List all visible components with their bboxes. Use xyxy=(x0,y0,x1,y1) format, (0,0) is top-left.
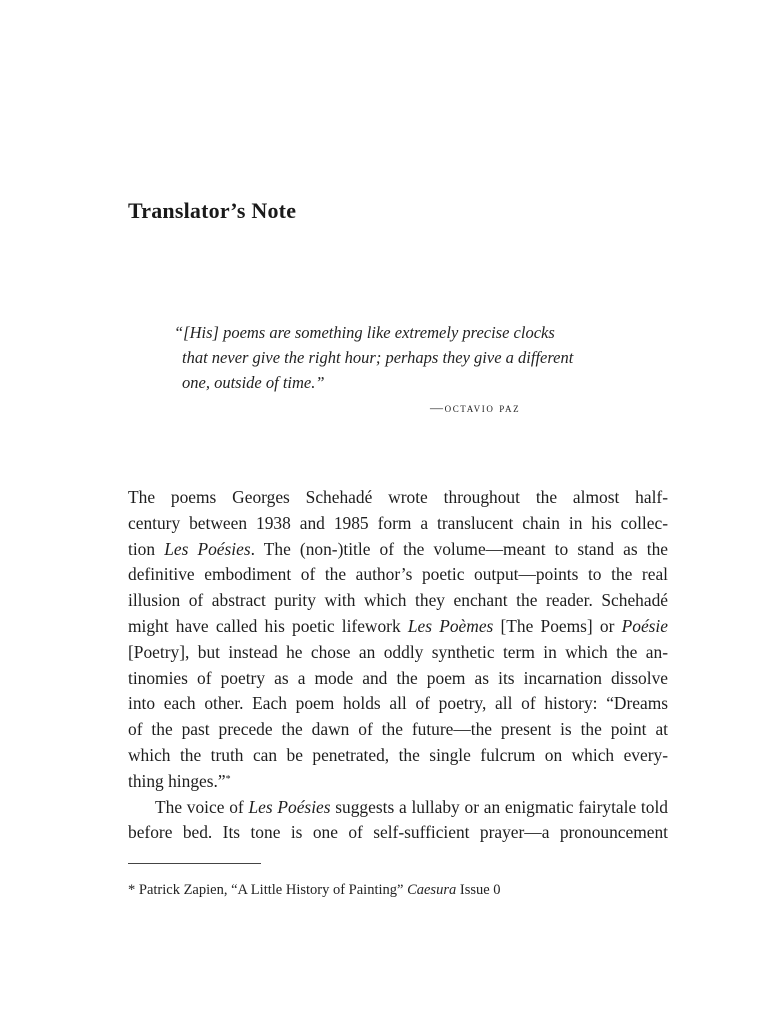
text-run: [The Poems] or xyxy=(493,615,622,636)
epigraph-attribution xyxy=(430,400,520,416)
footnote-reference[interactable]: * xyxy=(225,773,231,785)
text-line: of the past precede the dawn of the future—the present is the point at xyxy=(128,719,668,740)
footnote xyxy=(128,882,501,899)
book-title: Les Poèmes xyxy=(407,615,494,636)
text-line: The poems Georges Schehadé wrote throughout the almost half- xyxy=(128,487,668,507)
book-title: Les Poésies xyxy=(248,796,331,817)
journal-title: Caesura xyxy=(407,882,457,898)
text-line: which the truth can be penetrated, the single fulcrum on which every- xyxy=(128,744,668,765)
text-run: . The (non-)title of the volume—meant to stand as the xyxy=(250,538,668,559)
text-line xyxy=(128,614,668,640)
text-run: The voice of xyxy=(155,796,249,817)
text-line: definitive embodiment of the author’s poetic output—points to the real xyxy=(128,564,668,585)
text-line: into each other. Each poem holds all of poetry, all of history: “Dreams xyxy=(128,693,668,714)
text-run: Patrick Zapien, “A Little History of Painting” xyxy=(135,882,408,898)
body-text xyxy=(128,485,668,846)
epigraph-line: one, outside of time.” xyxy=(182,373,325,392)
text-run: Issue 0 xyxy=(456,882,501,898)
text-run: suggests a lullaby or an enigmatic fairytale told xyxy=(330,796,668,817)
epigraph-line: that never give the right hour; perhaps they give a different xyxy=(182,348,574,367)
text-line: illusion of abstract purity with which they enchant the reader. Schehadé xyxy=(128,590,668,611)
book-title: Poésie xyxy=(621,615,668,636)
footnote-divider xyxy=(128,863,261,864)
page-title: Translator’s Note xyxy=(128,198,297,223)
text-run: tion xyxy=(128,538,165,559)
paragraph xyxy=(128,795,668,847)
text-line xyxy=(128,537,668,563)
text-run: thing hinges.” xyxy=(128,770,226,791)
epigraph-line: “[His] poems are something like extremely precise clocks xyxy=(174,323,555,342)
book-title: Les Poésies xyxy=(164,538,251,559)
text-line xyxy=(128,769,668,795)
text-line: tinomies of poetry as a mode and the poem as its incarnation dissolve xyxy=(128,667,668,688)
attribution-name: octavio paz xyxy=(444,400,521,415)
text-line: century between 1938 and 1985 form a translucent chain in his collec- xyxy=(128,512,668,533)
footnote-marker: * xyxy=(128,882,136,898)
epigraph xyxy=(174,320,614,395)
text-run: might have called his poetic lifework xyxy=(128,615,408,636)
text-line: [Poetry], but instead he chose an oddly synthetic term in which the an- xyxy=(128,641,668,662)
text-line: before bed. Its tone is one of self-sufficient prayer—a pronouncement xyxy=(128,822,668,843)
text-line xyxy=(128,795,668,821)
attribution-dash: — xyxy=(430,400,445,415)
paragraph xyxy=(128,485,668,795)
